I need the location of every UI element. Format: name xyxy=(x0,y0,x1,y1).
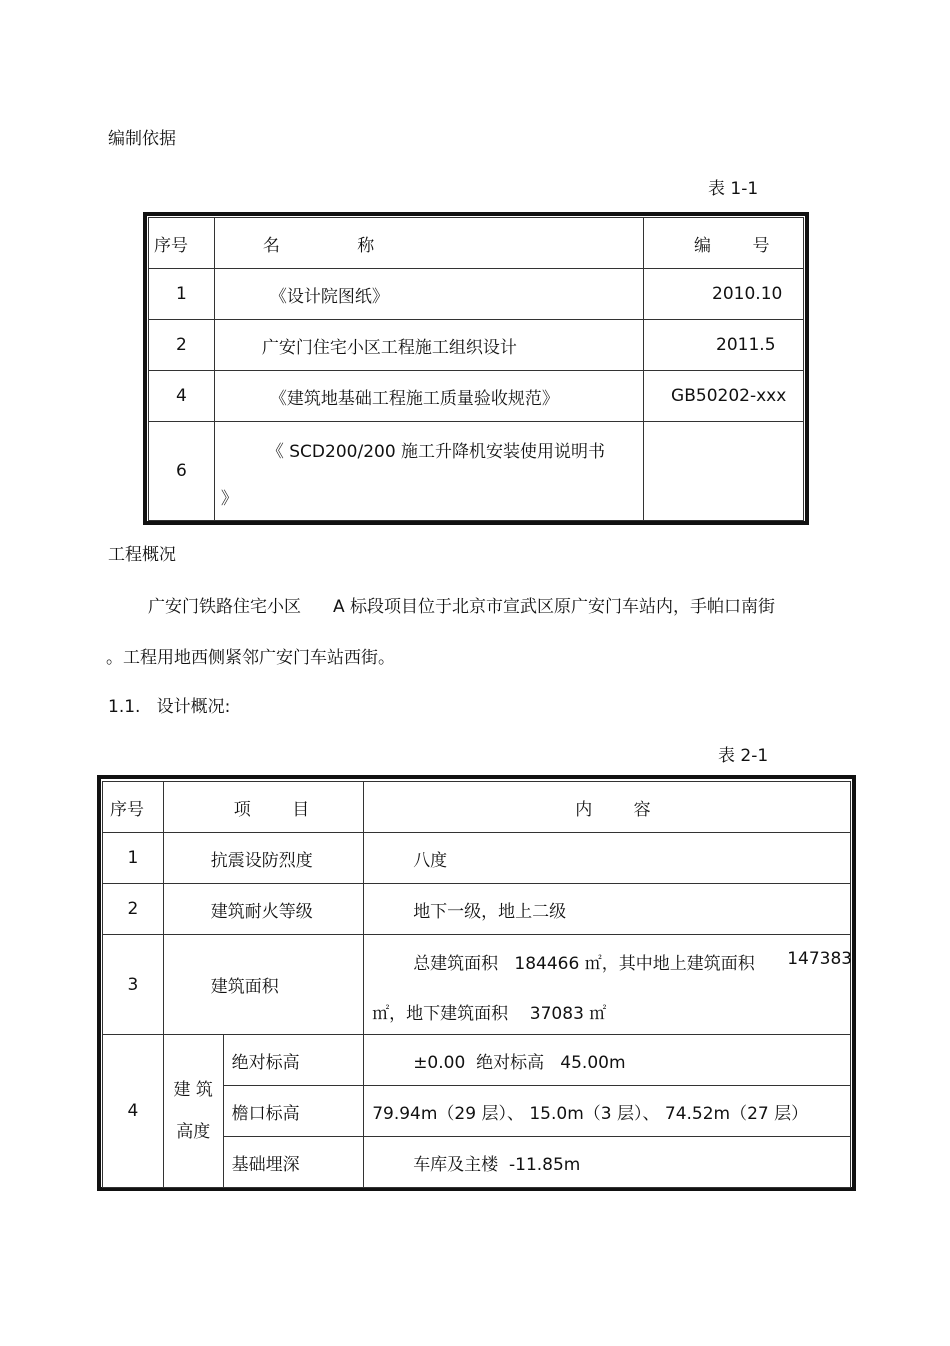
table1-name: 《建筑地基础工程施工质量验收规范》 xyxy=(214,371,643,422)
table1-seq: 2 xyxy=(149,320,215,371)
table2-header-item xyxy=(163,782,363,833)
table1-name-line1: 《 SCD200/200 施工升降机安装使用说明书 xyxy=(266,442,606,462)
table1-header-name-b: 称 xyxy=(357,235,375,256)
table1-seq: 6 xyxy=(149,422,215,521)
table1-code: 2010.10 xyxy=(644,269,804,320)
overview-para-line2: 。工程用地西侧紧邻广安门车站西街。 xyxy=(106,648,395,668)
table1-name xyxy=(214,422,643,521)
table1-header-code-b: 号 xyxy=(752,235,770,256)
table2-header-item-a: 项 xyxy=(233,799,251,820)
table1-code: 2011.5 xyxy=(644,320,804,371)
table2-content-line2: ㎡，地下建筑面积 37083 ㎡ xyxy=(372,1004,607,1024)
table2-header-content-b: 容 xyxy=(633,799,651,820)
table1-header-code xyxy=(644,218,804,269)
table2-content: 地下一级，地上二级 xyxy=(364,884,851,935)
table2-group xyxy=(163,1035,223,1188)
table1-header-row xyxy=(149,218,804,269)
table1-name: 《设计院图纸》 xyxy=(214,269,643,320)
table2-subitem: 基础埋深 xyxy=(223,1137,364,1188)
table2-header-content-a: 内 xyxy=(575,799,593,820)
table1-header-name xyxy=(214,218,643,269)
table2-item: 抗震设防烈度 xyxy=(163,833,363,884)
table2-item: 建筑耐火等级 xyxy=(163,884,363,935)
section-heading: 1.1. 设计概况: xyxy=(108,697,231,717)
table1-caption: 表 1-1 xyxy=(708,179,759,199)
table1-header-code-a: 编 xyxy=(694,235,712,256)
table2 xyxy=(102,781,851,1188)
table1 xyxy=(148,217,804,521)
table2-content: 车库及主楼 -11.85m xyxy=(364,1137,851,1188)
overview-para-line1-b: A 标段项目位于北京市宣武区原广安门车站内，手帕口南街 xyxy=(333,597,776,617)
table2-header-row xyxy=(103,782,851,833)
table2-content: ±0.00 绝对标高 45.00m xyxy=(364,1035,851,1086)
table2-subitem: 檐口标高 xyxy=(223,1086,364,1137)
overview-para-line1-a: 广安门铁路住宅小区 xyxy=(148,597,301,617)
table1-seq: 1 xyxy=(149,269,215,320)
table-row xyxy=(149,422,804,521)
table-row xyxy=(149,269,804,320)
table2-header-content xyxy=(364,782,851,833)
table-row xyxy=(103,833,851,884)
table1-header-seq: 序号 xyxy=(149,218,215,269)
table1-name: 广安门住宅小区工程施工组织设计 xyxy=(214,320,643,371)
table2-seq: 1 xyxy=(103,833,164,884)
table2-group-line1: 建 筑 xyxy=(173,1080,213,1100)
table2-group-line2: 高度 xyxy=(176,1122,211,1142)
table-row xyxy=(103,884,851,935)
table2-header-item-b: 目 xyxy=(292,799,310,820)
table2-content-line1-a: 总建筑面积 184466 ㎡，其中地上建筑面积 xyxy=(413,954,755,974)
table-row xyxy=(103,1035,851,1086)
table2-content xyxy=(364,935,851,1035)
table2-content-line1-b: 147383 xyxy=(787,949,853,969)
table2-header-seq: 序号 xyxy=(103,782,164,833)
table1-name-line2: 》 xyxy=(220,489,238,509)
table2-subitem: 绝对标高 xyxy=(223,1035,364,1086)
basis-heading: 编制依据 xyxy=(108,129,176,149)
table2-seq: 2 xyxy=(103,884,164,935)
table1-code: GB50202-xxx xyxy=(644,371,804,422)
table-row xyxy=(103,935,851,1035)
table1-code xyxy=(644,422,804,521)
table1-header-name-a: 名 xyxy=(262,235,280,256)
table2-item: 建筑面积 xyxy=(163,935,363,1035)
overview-heading: 工程概况 xyxy=(108,545,176,565)
table2-content: 八度 xyxy=(364,833,851,884)
table-row xyxy=(149,320,804,371)
table2-caption: 表 2-1 xyxy=(718,746,769,766)
table-row xyxy=(149,371,804,422)
table2-seq: 4 xyxy=(103,1035,164,1188)
table1-seq: 4 xyxy=(149,371,215,422)
table2-seq: 3 xyxy=(103,935,164,1035)
table2-content: 79.94m（29 层）、 15.0m（3 层）、 74.52m（27 层） xyxy=(364,1086,851,1137)
